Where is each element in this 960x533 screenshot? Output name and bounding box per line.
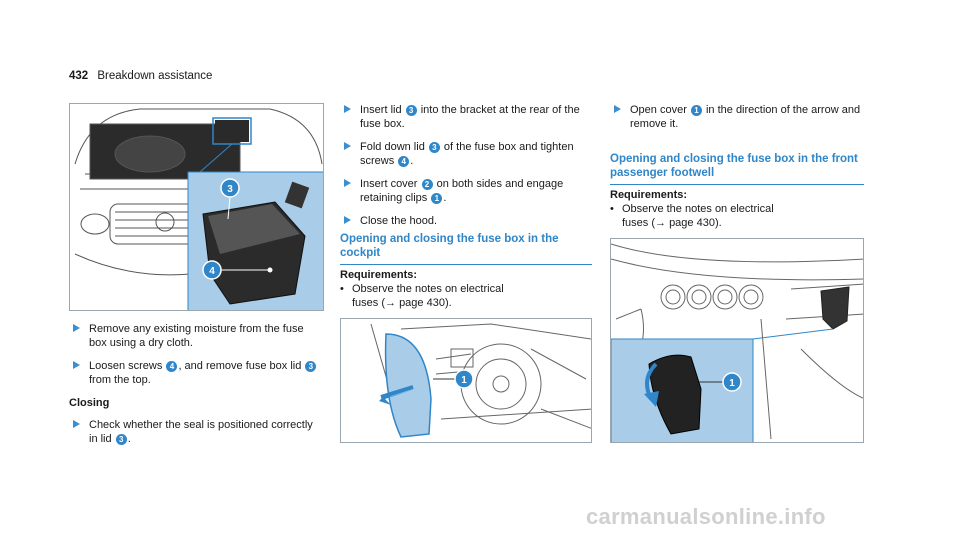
- bullet-dot: •: [610, 203, 614, 215]
- callout-number-badge: 3: [429, 142, 440, 153]
- step-text-fragment: on both sides and engage retaining clips: [360, 178, 564, 204]
- step-text-fragment: into the bracket at the rear of the fuse box.: [360, 104, 580, 130]
- callout-number-badge: 1: [431, 193, 442, 204]
- instruction-step: [610, 103, 865, 131]
- callout-1-label: 1: [729, 378, 735, 389]
- instruction-step: [340, 214, 590, 228]
- step-arrow-icon: [73, 324, 80, 332]
- step-arrow-icon: [344, 105, 351, 113]
- step-text-fragment: from the top.: [89, 374, 151, 386]
- watermark: carmanualsonline.info: [586, 504, 826, 529]
- step-text: [89, 359, 324, 387]
- page-number: 432: [69, 70, 89, 82]
- step-text-fragment: Remove any existing moisture from the fuse box using a dry cloth.: [89, 323, 304, 349]
- footwell-requirements: [610, 188, 864, 230]
- step-text: [89, 322, 324, 350]
- footwell-fuse-box-figure: [610, 238, 864, 443]
- step-text-fragment: .: [127, 433, 131, 445]
- step-text: [89, 418, 324, 446]
- step-text: [360, 103, 590, 131]
- step-text-fragment: Insert lid: [360, 104, 405, 116]
- cockpit-fuse-box-figure: [340, 318, 592, 443]
- instruction-step: [340, 177, 590, 205]
- step-arrow-icon: [614, 105, 621, 113]
- step-text-fragment: .: [410, 155, 414, 167]
- callout-number-badge: 4: [166, 361, 177, 372]
- requirement-text: Observe the notes on electrical fuses (→ page 430).: [352, 283, 504, 309]
- step-text: [360, 140, 590, 168]
- callout-number-badge: 3: [406, 105, 417, 116]
- bullet-dot: •: [340, 283, 344, 295]
- requirements-label: Requirements:: [340, 269, 418, 281]
- step-arrow-icon: [73, 361, 80, 369]
- step-text-fragment: .: [443, 192, 447, 204]
- step-text-fragment: Loosen screws: [89, 360, 166, 372]
- step-text: [360, 177, 590, 205]
- cockpit-requirements: [340, 268, 592, 310]
- step-arrow-icon: [344, 216, 351, 224]
- callout-1-label: 1: [461, 375, 467, 386]
- col1-steps-a: [69, 322, 324, 455]
- col3-steps: [610, 103, 865, 140]
- cockpit-section-title: Opening and closing the fuse box in the cockpit: [340, 232, 592, 265]
- requirements-label: Requirements:: [610, 189, 688, 201]
- page-header: [69, 70, 212, 82]
- section-name: Breakdown assistance: [97, 70, 213, 82]
- callout-4-label: 4: [209, 266, 215, 277]
- instruction-step: [340, 140, 590, 168]
- instruction-step: [69, 418, 324, 446]
- step-text-fragment: Open cover: [630, 104, 690, 116]
- instruction-step: [69, 322, 324, 350]
- step-text-fragment: Close the hood.: [360, 215, 438, 227]
- requirement-text: Observe the notes on electrical fuses (→ page 430).: [622, 203, 774, 229]
- step-text-fragment: Check whether the seal is positioned correctly in lid: [89, 419, 313, 445]
- step-arrow-icon: [73, 420, 80, 428]
- step-text-fragment: Fold down lid: [360, 141, 428, 153]
- engine-fuse-box-figure: [69, 103, 324, 311]
- callout-number-badge: 3: [116, 434, 127, 445]
- step-text-fragment: Insert cover: [360, 178, 421, 190]
- closing-heading: Closing: [69, 397, 110, 409]
- callout-number-badge: 4: [398, 156, 409, 167]
- instruction-step: [69, 359, 324, 387]
- step-arrow-icon: [344, 142, 351, 150]
- step-text-fragment: of the fuse box and tighten screws: [360, 141, 574, 167]
- instruction-step: [340, 103, 590, 131]
- callout-number-badge: 3: [305, 361, 316, 372]
- step-arrow-icon: [344, 179, 351, 187]
- step-text-fragment: in the direction of the arrow and remove it.: [630, 104, 861, 130]
- step-text-fragment: , and remove fuse box lid: [178, 360, 305, 372]
- callout-number-badge: 2: [422, 179, 433, 190]
- col2-steps: [340, 103, 590, 237]
- step-text: [360, 214, 590, 228]
- callout-3-label: 3: [227, 184, 233, 195]
- footwell-section-title: Opening and closing the fuse box in the front passenger footwell: [610, 152, 864, 185]
- callout-number-badge: 1: [691, 105, 702, 116]
- step-text: [630, 103, 865, 131]
